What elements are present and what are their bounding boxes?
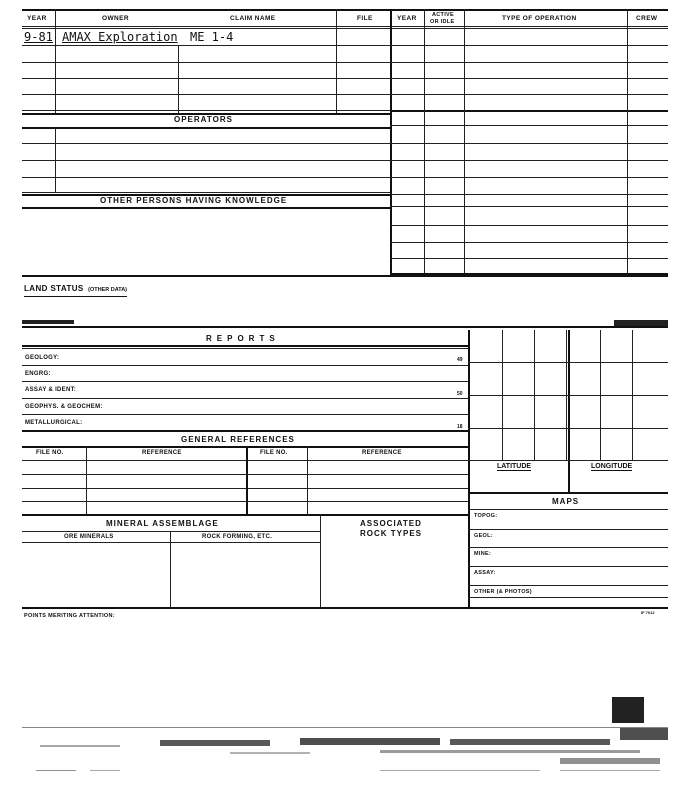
report-metallurgical-num: 18 (457, 424, 463, 430)
operators-title: OPERATORS (174, 115, 233, 124)
header-owner: OWNER (102, 15, 129, 22)
reports-title: REPORTS (206, 334, 280, 343)
entry-claim-name: ME 1-4 (190, 30, 234, 44)
header-or-idle: OR IDLE (430, 19, 455, 25)
other-persons-title: OTHER PERSONS HAVING KNOWLEDGE (100, 196, 288, 205)
report-geophys: GEOPHYS. & GEOCHEM: (25, 404, 103, 410)
entry-year: 9-81 (24, 30, 53, 44)
header-claim-name: CLAIM NAME (230, 15, 276, 22)
rock-forming-label: ROCK FORMING, ETC. (202, 534, 273, 540)
maps-other-photos: OTHER (& PHOTOS) (474, 589, 532, 595)
ref-reference-1: REFERENCE (142, 450, 182, 456)
maps-assay: ASSAY: (474, 570, 496, 576)
general-references-title: GENERAL REFERENCES (181, 435, 295, 444)
ref-reference-2: REFERENCE (362, 450, 402, 456)
maps-title: MAPS (552, 497, 580, 506)
associated-label: ASSOCIATED (360, 519, 422, 528)
points-meriting-attention: POINTS MERITING ATTENTION: (24, 613, 115, 619)
report-engrg: ENGRG: (25, 371, 51, 377)
report-geology-num: 49 (457, 357, 463, 363)
ore-minerals-label: ORE MINERALS (64, 534, 114, 540)
mineral-assemblage-title: MINERAL ASSEMBLAGE (106, 519, 219, 528)
land-status-label: LAND STATUS (OTHER DATA) (24, 278, 127, 297)
header-file: FILE (357, 15, 373, 22)
header-crew: CREW (636, 15, 658, 22)
longitude-label: LONGITUDE (591, 463, 633, 470)
header-type-of-operation: TYPE OF OPERATION (502, 15, 577, 22)
latitude-label: LATITUDE (497, 463, 532, 470)
header-active: ACTIVE (432, 12, 454, 18)
ref-file-no-1: FILE NO. (36, 450, 64, 456)
maps-topog: TOPOG: (474, 513, 498, 519)
ref-file-no-2: FILE NO. (260, 450, 288, 456)
smudge-left (22, 320, 74, 324)
header-year-right: YEAR (397, 15, 417, 22)
rock-types-label: ROCK TYPES (360, 529, 423, 538)
maps-geol: GEOL: (474, 533, 493, 539)
form-number: IF 7012 (641, 610, 655, 615)
report-geology: GEOLOGY: (25, 355, 60, 361)
report-metallurgical: METALLURGICAL: (25, 420, 83, 426)
report-assay-num: 50 (457, 391, 463, 397)
report-assay: ASSAY & IDENT: (25, 387, 77, 393)
maps-mine: MINE: (474, 551, 492, 557)
entry-owner: AMAX Exploration (62, 30, 178, 44)
header-year: YEAR (27, 15, 47, 22)
